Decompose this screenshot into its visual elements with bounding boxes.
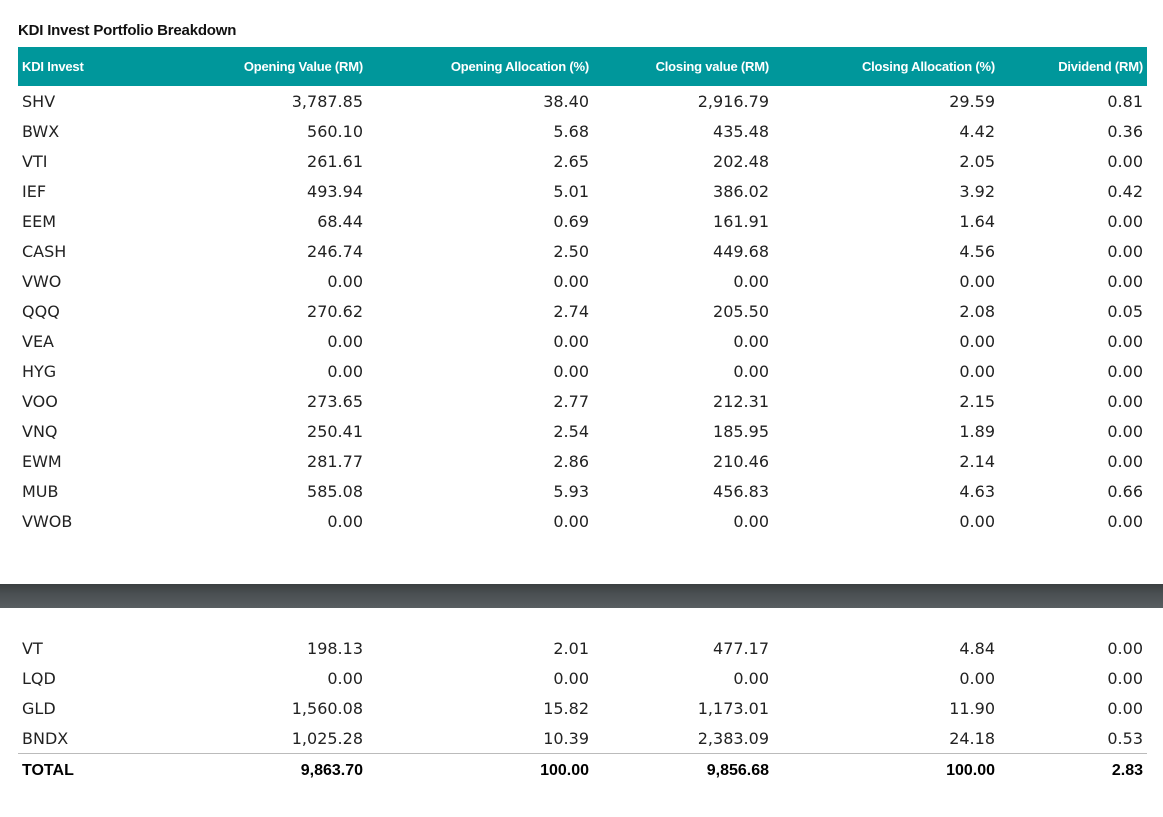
cell-ticker: CASH bbox=[22, 241, 67, 261]
table-row bbox=[18, 206, 1147, 236]
header-opening-allocation: Opening Allocation (%) bbox=[450, 59, 589, 74]
cell-dividend: 0.42 bbox=[1107, 181, 1143, 201]
cell-opening-allocation: 0.00 bbox=[553, 668, 589, 688]
cell-closing-allocation: 2.15 bbox=[959, 391, 995, 411]
cell-ticker: BNDX bbox=[22, 728, 69, 748]
cell-closing-value: 202.48 bbox=[713, 151, 769, 171]
total-opening-value: 9,863.70 bbox=[148, 754, 367, 787]
cell-ticker: VT bbox=[22, 638, 43, 658]
cell-ticker: EEM bbox=[22, 211, 57, 231]
cell-closing-allocation: 0.00 bbox=[959, 668, 995, 688]
cell-dividend: 0.00 bbox=[1107, 421, 1143, 441]
cell-opening-allocation: 2.77 bbox=[553, 391, 589, 411]
cell-opening-value: 261.61 bbox=[307, 151, 363, 171]
cell-ticker: VEA bbox=[22, 331, 54, 351]
cell-closing-value: 0.00 bbox=[733, 511, 769, 531]
cell-closing-allocation: 24.18 bbox=[949, 728, 995, 748]
total-row bbox=[18, 754, 1147, 787]
table-row bbox=[18, 116, 1147, 146]
cell-opening-allocation: 0.00 bbox=[553, 361, 589, 381]
cell-ticker: VWOB bbox=[22, 511, 73, 531]
cell-opening-value: 0.00 bbox=[327, 331, 363, 351]
cell-opening-allocation: 2.54 bbox=[553, 421, 589, 441]
table-row bbox=[18, 266, 1147, 296]
cell-opening-allocation: 15.82 bbox=[543, 698, 589, 718]
cell-closing-allocation: 3.92 bbox=[959, 181, 995, 201]
cell-ticker: QQQ bbox=[22, 301, 60, 321]
cell-opening-value: 3,787.85 bbox=[291, 91, 363, 111]
table-row bbox=[18, 356, 1147, 386]
table-row bbox=[18, 296, 1147, 326]
cell-closing-value: 0.00 bbox=[733, 271, 769, 291]
cell-closing-value: 456.83 bbox=[713, 481, 769, 501]
table-header-row bbox=[18, 47, 1147, 86]
table-row bbox=[18, 663, 1147, 693]
cell-dividend: 0.53 bbox=[1107, 728, 1143, 748]
cell-ticker: GLD bbox=[22, 698, 56, 718]
cell-dividend: 0.00 bbox=[1107, 151, 1143, 171]
cell-closing-allocation: 2.14 bbox=[959, 451, 995, 471]
table-row bbox=[18, 693, 1147, 723]
cell-dividend: 0.00 bbox=[1107, 451, 1143, 471]
cell-opening-value: 1,025.28 bbox=[291, 728, 363, 748]
cell-ticker: VNQ bbox=[22, 421, 58, 441]
cell-closing-allocation: 11.90 bbox=[949, 698, 995, 718]
cell-opening-allocation: 0.00 bbox=[553, 331, 589, 351]
cell-closing-allocation: 2.05 bbox=[959, 151, 995, 171]
cell-dividend: 0.00 bbox=[1107, 331, 1143, 351]
cell-opening-allocation: 5.93 bbox=[553, 481, 589, 501]
cell-closing-value: 210.46 bbox=[713, 451, 769, 471]
cell-closing-value: 185.95 bbox=[713, 421, 769, 441]
cell-opening-allocation: 5.68 bbox=[553, 121, 589, 141]
cell-ticker: HYG bbox=[22, 361, 57, 381]
table-row bbox=[18, 146, 1147, 176]
cell-opening-value: 0.00 bbox=[327, 511, 363, 531]
table-row bbox=[18, 386, 1147, 416]
table-row bbox=[18, 236, 1147, 266]
cell-closing-value: 212.31 bbox=[713, 391, 769, 411]
cell-opening-allocation: 0.00 bbox=[553, 511, 589, 531]
cell-ticker: VWO bbox=[22, 271, 62, 291]
table-row bbox=[18, 326, 1147, 356]
cell-dividend: 0.00 bbox=[1107, 241, 1143, 261]
cell-opening-value: 0.00 bbox=[327, 271, 363, 291]
cell-closing-value: 0.00 bbox=[733, 361, 769, 381]
table-row bbox=[18, 633, 1147, 663]
header-opening-value: Opening Value (RM) bbox=[243, 59, 363, 74]
cell-opening-allocation: 2.74 bbox=[553, 301, 589, 321]
cell-closing-allocation: 1.64 bbox=[959, 211, 995, 231]
cell-opening-allocation: 2.01 bbox=[553, 638, 589, 658]
header-ticker: KDI Invest bbox=[22, 59, 84, 74]
cell-closing-value: 435.48 bbox=[713, 121, 769, 141]
cell-dividend: 0.81 bbox=[1107, 91, 1143, 111]
total-dividend: 2.83 bbox=[999, 754, 1147, 787]
cell-closing-allocation: 0.00 bbox=[959, 511, 995, 531]
cell-opening-value: 198.13 bbox=[307, 638, 363, 658]
table-row bbox=[18, 446, 1147, 476]
cell-ticker: SHV bbox=[22, 91, 56, 111]
cell-ticker: IEF bbox=[22, 181, 47, 201]
cell-dividend: 0.00 bbox=[1107, 361, 1143, 381]
cell-dividend: 0.00 bbox=[1107, 511, 1143, 531]
cell-dividend: 0.00 bbox=[1107, 638, 1143, 658]
cell-closing-allocation: 0.00 bbox=[959, 271, 995, 291]
table-row bbox=[18, 476, 1147, 506]
cell-closing-value: 386.02 bbox=[713, 181, 769, 201]
table-row bbox=[18, 506, 1147, 536]
cell-opening-value: 270.62 bbox=[307, 301, 363, 321]
table-row bbox=[18, 86, 1147, 116]
cell-opening-allocation: 0.00 bbox=[553, 271, 589, 291]
cell-dividend: 0.00 bbox=[1107, 211, 1143, 231]
cell-ticker: BWX bbox=[22, 121, 60, 141]
cell-opening-allocation: 2.86 bbox=[553, 451, 589, 471]
cell-closing-value: 0.00 bbox=[733, 331, 769, 351]
cell-closing-value: 1,173.01 bbox=[697, 698, 769, 718]
cell-opening-value: 68.44 bbox=[317, 211, 363, 231]
page-title: KDI Invest Portfolio Breakdown bbox=[18, 22, 237, 39]
total-opening-allocation: 100.00 bbox=[367, 754, 593, 787]
table-row bbox=[18, 723, 1147, 754]
cell-opening-allocation: 2.50 bbox=[553, 241, 589, 261]
cell-dividend: 0.36 bbox=[1107, 121, 1143, 141]
portfolio-table bbox=[18, 47, 1147, 536]
cell-ticker: MUB bbox=[22, 481, 59, 501]
cell-dividend: 0.00 bbox=[1107, 271, 1143, 291]
cell-opening-value: 250.41 bbox=[307, 421, 363, 441]
cell-dividend: 0.00 bbox=[1107, 668, 1143, 688]
header-closing-allocation: Closing Allocation (%) bbox=[861, 59, 995, 74]
total-label: TOTAL bbox=[18, 754, 148, 787]
cell-opening-value: 585.08 bbox=[307, 481, 363, 501]
section-divider bbox=[0, 584, 1163, 608]
cell-closing-value: 205.50 bbox=[713, 301, 769, 321]
cell-closing-value: 449.68 bbox=[713, 241, 769, 261]
cell-opening-allocation: 10.39 bbox=[543, 728, 589, 748]
cell-ticker: LQD bbox=[22, 668, 56, 688]
cell-dividend: 0.00 bbox=[1107, 698, 1143, 718]
cell-dividend: 0.05 bbox=[1107, 301, 1143, 321]
cell-opening-allocation: 0.69 bbox=[553, 211, 589, 231]
cell-opening-value: 281.77 bbox=[307, 451, 363, 471]
cell-opening-value: 493.94 bbox=[307, 181, 363, 201]
cell-closing-allocation: 2.08 bbox=[959, 301, 995, 321]
cell-dividend: 0.00 bbox=[1107, 391, 1143, 411]
cell-ticker: VOO bbox=[22, 391, 58, 411]
cell-closing-value: 0.00 bbox=[733, 668, 769, 688]
portfolio-table-continued bbox=[18, 633, 1147, 786]
cell-closing-allocation: 4.56 bbox=[959, 241, 995, 261]
header-closing-value: Closing value (RM) bbox=[655, 59, 769, 74]
cell-ticker: EWM bbox=[22, 451, 62, 471]
cell-ticker: VTI bbox=[22, 151, 48, 171]
cell-closing-value: 2,916.79 bbox=[697, 91, 769, 111]
cell-opening-allocation: 2.65 bbox=[553, 151, 589, 171]
cell-opening-value: 273.65 bbox=[307, 391, 363, 411]
total-closing-allocation: 100.00 bbox=[773, 754, 999, 787]
header-dividend: Dividend (RM) bbox=[1058, 59, 1143, 74]
cell-opening-value: 1,560.08 bbox=[291, 698, 363, 718]
cell-closing-value: 477.17 bbox=[713, 638, 769, 658]
cell-closing-allocation: 1.89 bbox=[959, 421, 995, 441]
cell-opening-value: 560.10 bbox=[307, 121, 363, 141]
cell-closing-value: 161.91 bbox=[713, 211, 769, 231]
cell-closing-allocation: 4.42 bbox=[959, 121, 995, 141]
cell-opening-value: 246.74 bbox=[307, 241, 363, 261]
cell-closing-allocation: 4.63 bbox=[959, 481, 995, 501]
cell-closing-allocation: 4.84 bbox=[959, 638, 995, 658]
cell-closing-allocation: 29.59 bbox=[949, 91, 995, 111]
cell-opening-allocation: 5.01 bbox=[553, 181, 589, 201]
cell-opening-value: 0.00 bbox=[327, 668, 363, 688]
cell-closing-allocation: 0.00 bbox=[959, 361, 995, 381]
cell-opening-value: 0.00 bbox=[327, 361, 363, 381]
table-row bbox=[18, 176, 1147, 206]
cell-closing-allocation: 0.00 bbox=[959, 331, 995, 351]
total-closing-value: 9,856.68 bbox=[593, 754, 773, 787]
table-row bbox=[18, 416, 1147, 446]
cell-opening-allocation: 38.40 bbox=[543, 91, 589, 111]
cell-closing-value: 2,383.09 bbox=[697, 728, 769, 748]
cell-dividend: 0.66 bbox=[1107, 481, 1143, 501]
